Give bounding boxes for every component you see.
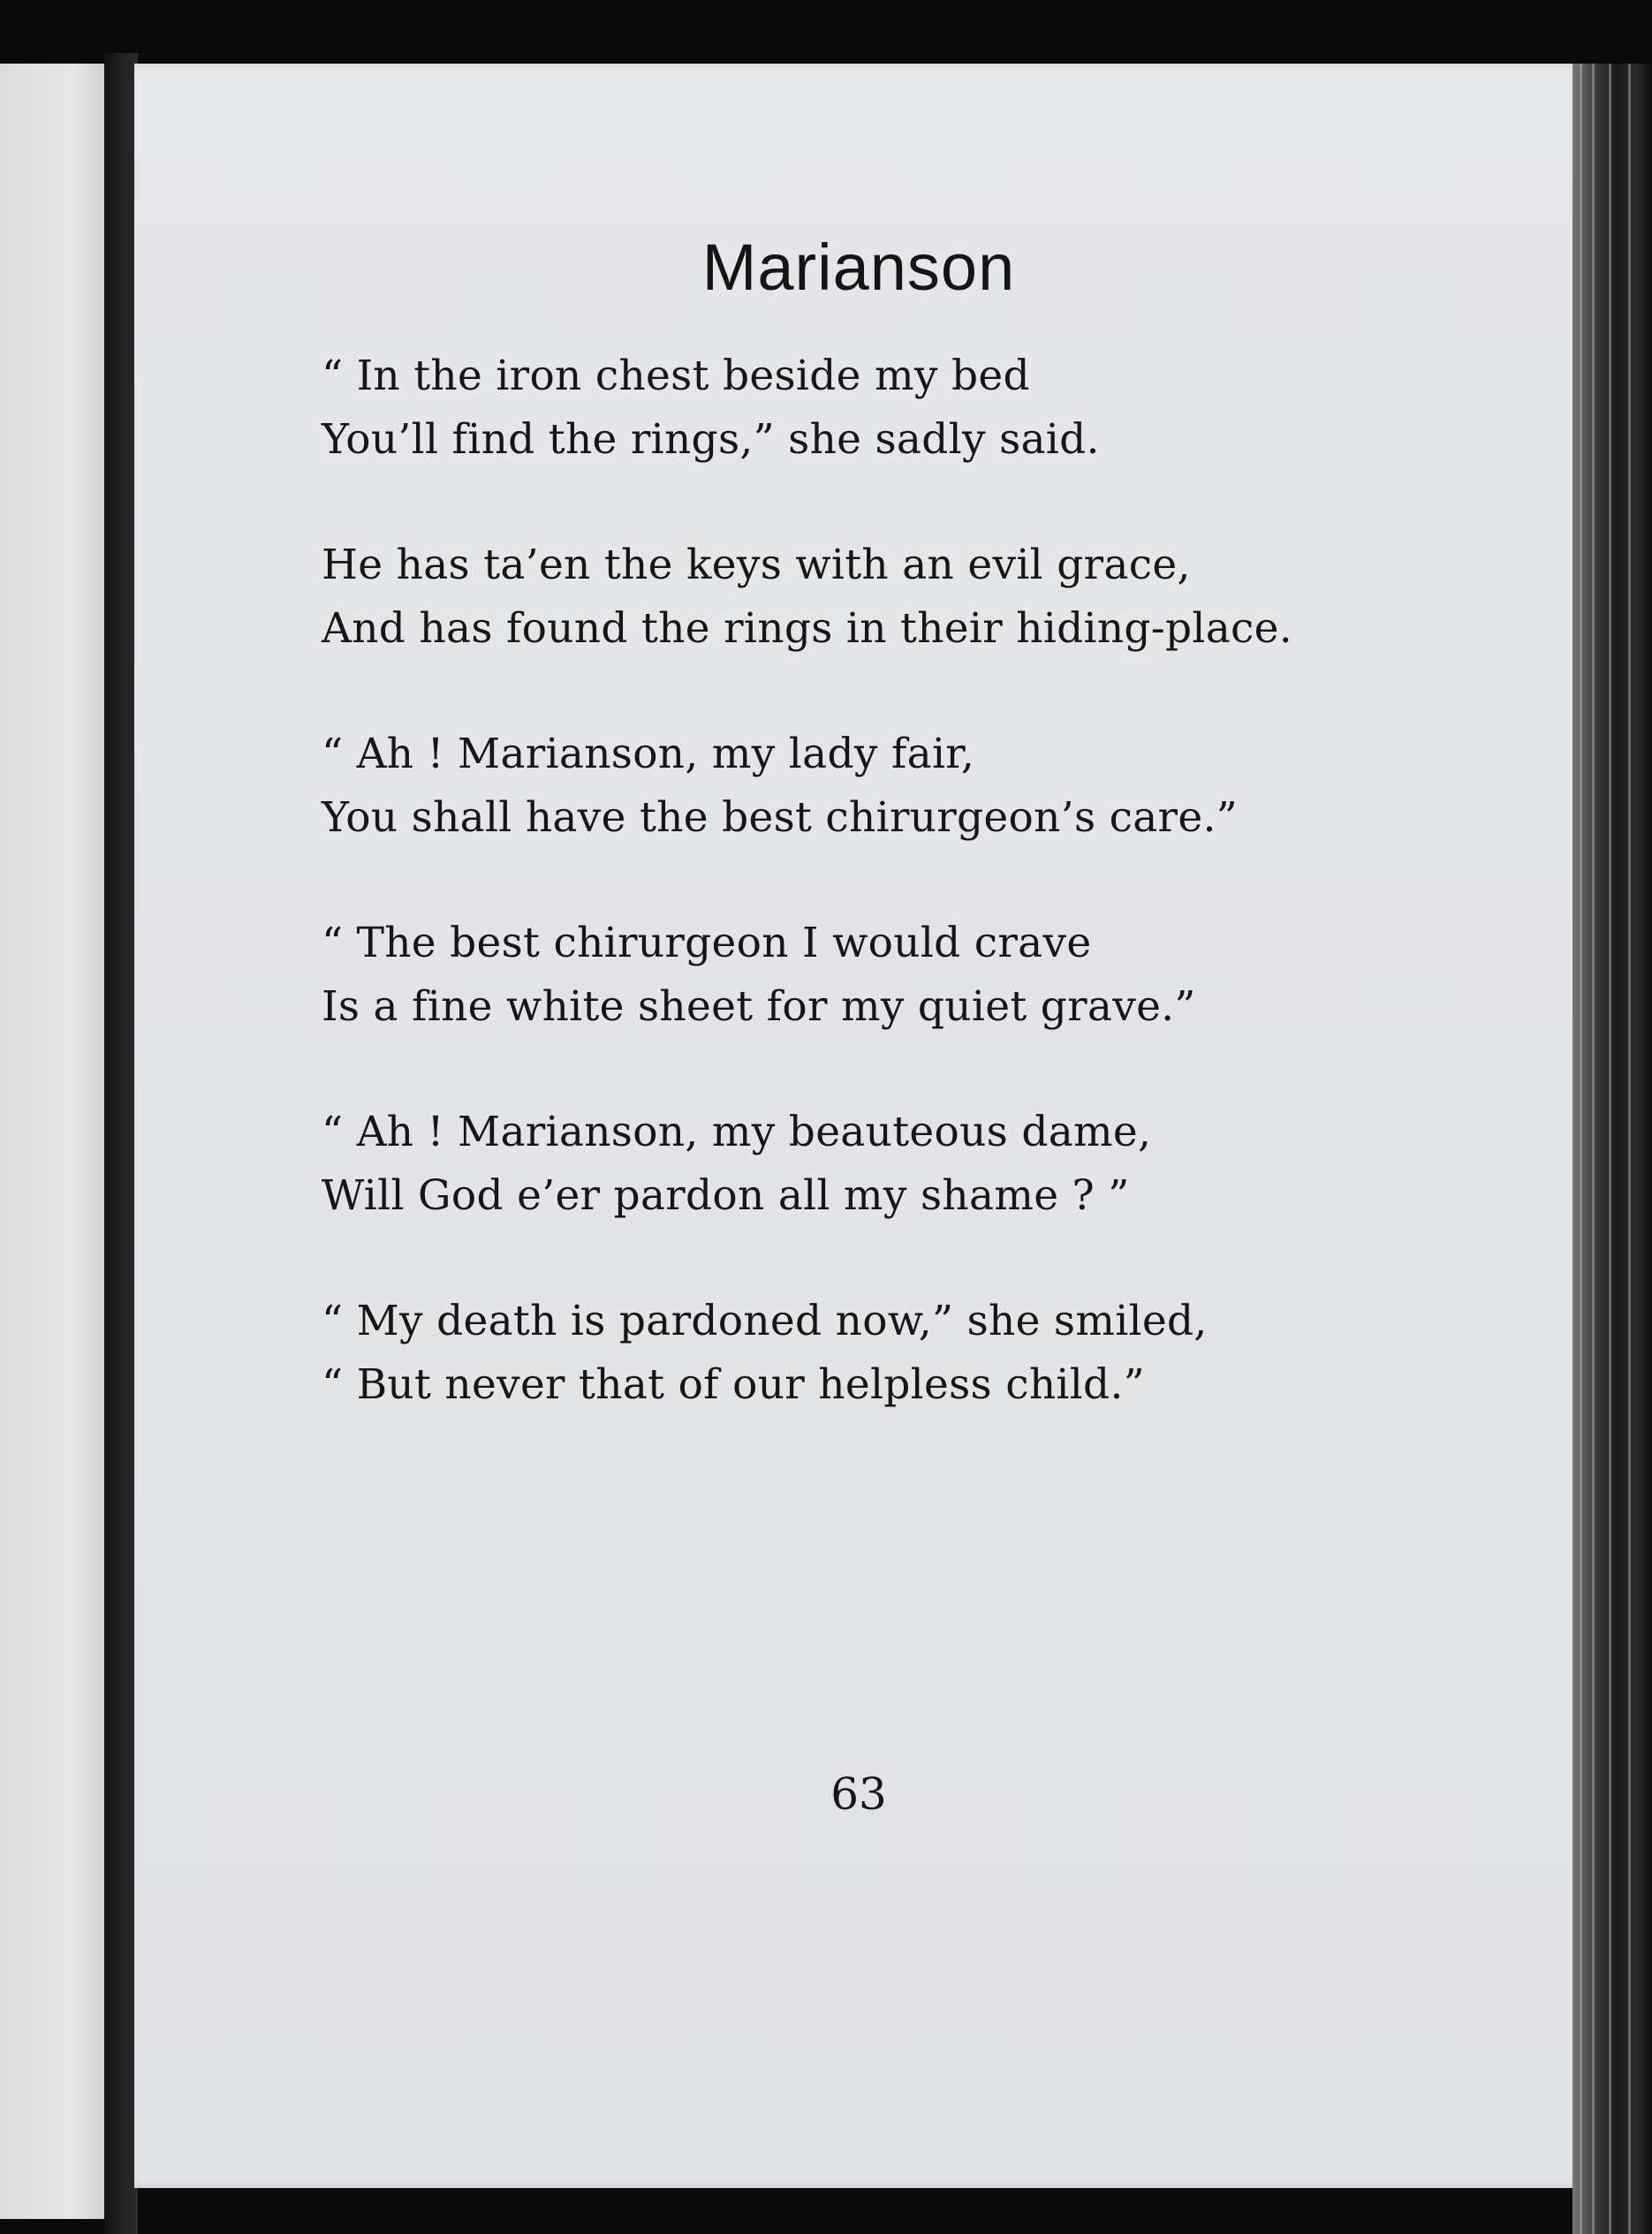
stanza — [322, 1290, 1541, 1417]
page-stack-edge — [1572, 64, 1652, 2234]
poem-line: “ My death is pardoned now,” she smiled, — [322, 1297, 1208, 1345]
poem-line: And has found the rings in their hiding-place. — [322, 604, 1292, 653]
stanza — [322, 534, 1541, 661]
page-title: Marianson — [701, 231, 1016, 304]
poem-line: He has ta’en the keys with an evil grace, — [322, 541, 1191, 589]
poem-line: “ Ah ! Marianson, my beauteous dame, — [322, 1108, 1152, 1156]
poem — [322, 345, 1541, 1479]
poem-line: “ But never that of our helpless child.” — [322, 1360, 1146, 1409]
stanza — [322, 723, 1541, 850]
book-page — [134, 64, 1583, 2188]
page-number: 63 — [830, 1768, 887, 1820]
poem-line: You’ll find the rings,” she sadly said. — [322, 415, 1100, 464]
facing-page-edge — [0, 64, 106, 2219]
stanza — [322, 912, 1541, 1039]
poem-line: Is a fine white sheet for my quiet grave.” — [322, 982, 1196, 1031]
poem-line: “ Ah ! Marianson, my lady fair, — [322, 730, 975, 778]
stanza — [322, 345, 1541, 472]
poem-line: You shall have the best chirurgeon’s care.” — [322, 793, 1239, 842]
book-gutter — [104, 53, 138, 2234]
poem-line: “ The best chirurgeon I would crave — [322, 919, 1092, 967]
poem-line: Will God e’er pardon all my shame ? ” — [322, 1171, 1130, 1220]
poem-line: “ In the iron chest beside my bed — [322, 352, 1030, 400]
stanza — [322, 1101, 1541, 1228]
